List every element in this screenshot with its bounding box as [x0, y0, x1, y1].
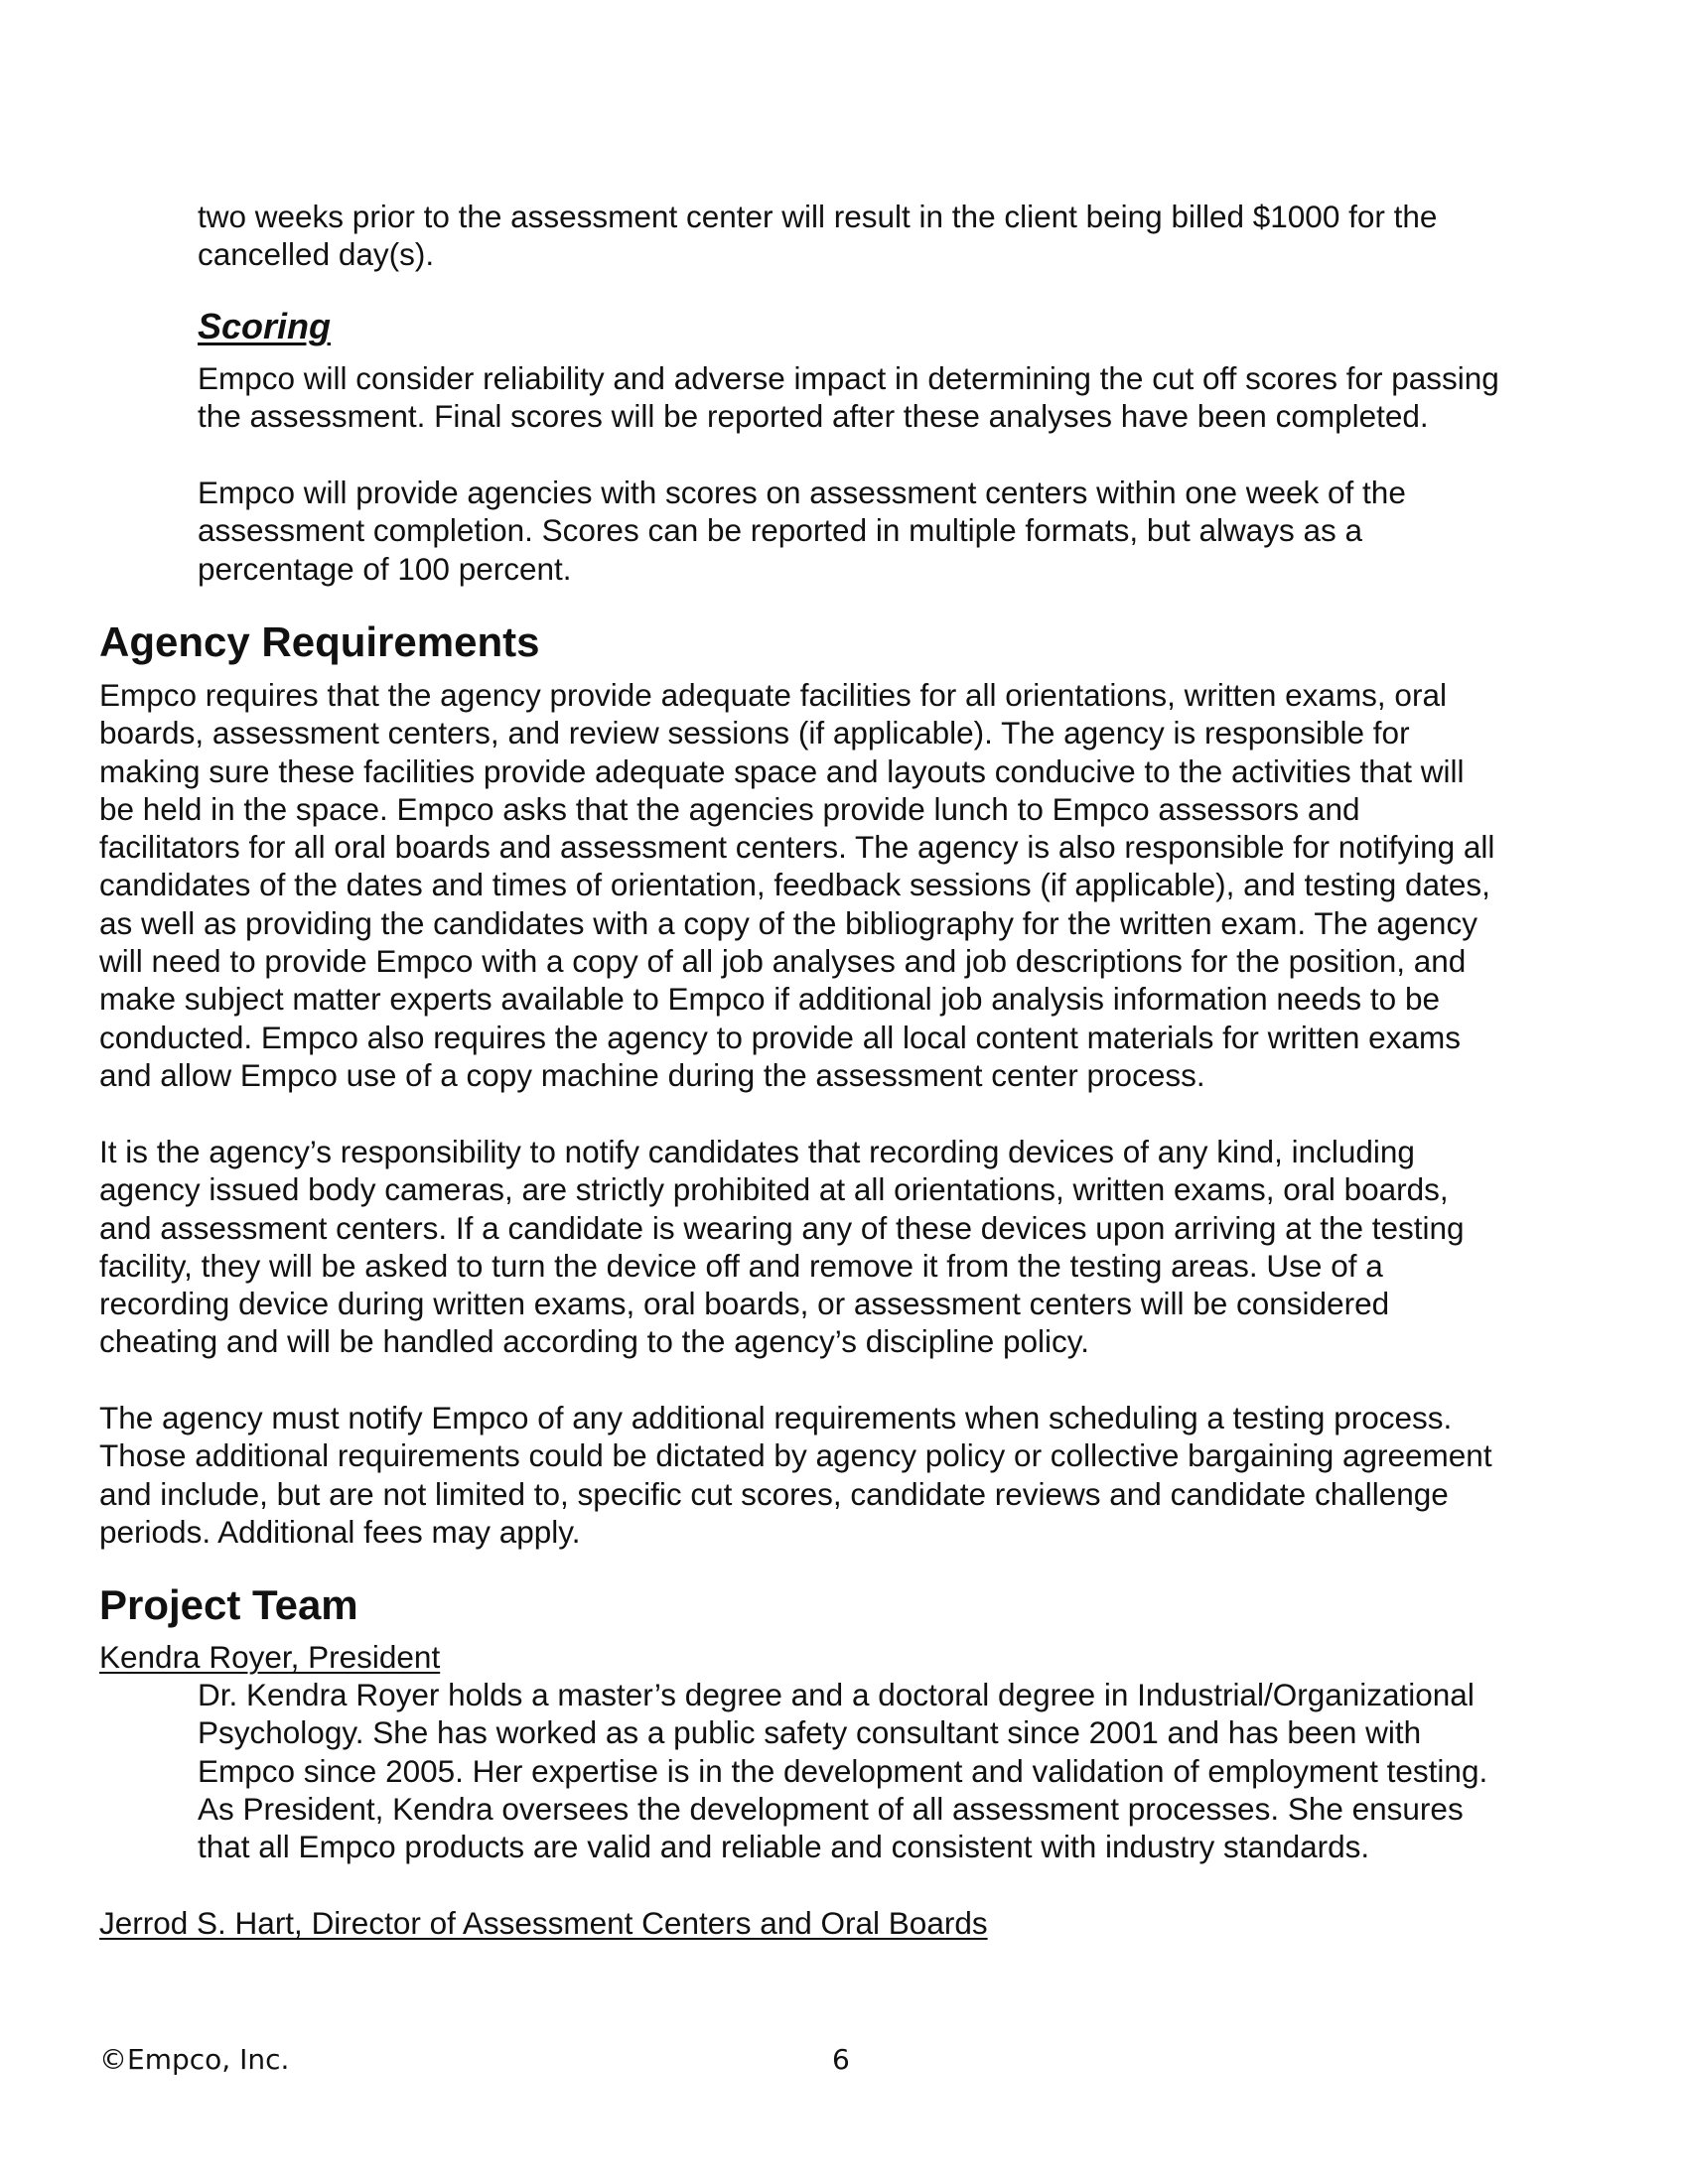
agency-requirements-paragraph-1	[99, 676, 1609, 1094]
text-line: Dr. Kendra Royer holds a master’s degree and a doctoral degree in Industrial/Organizational	[198, 1677, 1475, 1712]
text-line: and allow Empco use of a copy machine during the assessment center process.	[99, 1056, 1205, 1093]
text-line: As President, Kendra oversees the development of all assessment processes. She ensures	[198, 1790, 1464, 1827]
agency-requirements-heading: Agency Requirements	[99, 618, 540, 665]
text-line: that all Empco products are valid and reliable and consistent with industry standards.	[198, 1829, 1370, 1865]
text-line: the assessment. Final scores will be reported after these analyses have been completed.	[198, 398, 1429, 435]
text-line: making sure these facilities provide adequate space and layouts conducive to the activities that will	[99, 752, 1465, 789]
text-line: will need to provide Empco with a copy of all job analyses and job descriptions for the position, and	[99, 943, 1467, 980]
text-line: Empco since 2005. Her expertise is in the development and validation of employment testing.	[198, 1752, 1488, 1789]
text-line: The agency must notify Empco of any additional requirements when scheduling a testing process.	[99, 1400, 1453, 1435]
text-line: conducted. Empco also requires the agency to provide all local content materials for written exams	[99, 1019, 1461, 1055]
text-line: percentage of 100 percent.	[198, 550, 572, 587]
text-line: Empco requires that the agency provide adequate facilities for all orientations, written exams, oral	[99, 677, 1447, 713]
text-line: Empco will provide agencies with scores on assessment centers within one week of the	[198, 475, 1406, 510]
text-line: assessment completion. Scores can be reported in multiple formats, but always as a	[198, 512, 1363, 549]
scoring-heading: Scoring	[198, 306, 332, 346]
team-member-bio	[198, 1676, 1608, 1865]
footer-page-number: 6	[832, 2043, 850, 2076]
team-member-name: Kendra Royer, President	[99, 1639, 441, 1675]
text-line: periods. Additional fees may apply.	[99, 1513, 581, 1550]
text-line: facilitators for all oral boards and assessment centers. The agency is also responsible for notifying all	[99, 829, 1495, 866]
text-line: boards, assessment centers, and review sessions (if applicable). The agency is responsible for	[99, 715, 1410, 751]
scoring-paragraph-2	[198, 474, 1608, 588]
agency-requirements-paragraph-2	[99, 1133, 1609, 1361]
team-member-name: Jerrod S. Hart, Director of Assessment Centers and Oral Boards	[99, 1905, 988, 1941]
text-line: cancelled day(s).	[198, 236, 435, 273]
intro-paragraph	[198, 198, 1608, 274]
text-line: be held in the space. Empco asks that the agencies provide lunch to Empco assessors and	[99, 790, 1360, 827]
text-line: two weeks prior to the assessment center will result in the client being billed $1000 for the	[198, 199, 1438, 234]
text-line: Psychology. She has worked as a public safety consultant since 2001 and has been with	[198, 1714, 1422, 1751]
project-team-heading: Project Team	[99, 1581, 358, 1628]
text-line: It is the agency’s responsibility to notify candidates that recording devices of any kind, including	[99, 1134, 1415, 1169]
text-line: and assessment centers. If a candidate is wearing any of these devices upon arriving at the testing	[99, 1209, 1465, 1246]
scoring-paragraph-1	[198, 359, 1608, 436]
text-line: candidates of the dates and times of orientation, feedback sessions (if applicable), and testing dates,	[99, 867, 1490, 903]
text-line: make subject matter experts available to Empco if additional job analysis information needs to be	[99, 981, 1440, 1018]
text-line: cheating and will be handled according to the agency’s discipline policy.	[99, 1323, 1089, 1360]
text-line: recording device during written exams, oral boards, or assessment centers will be considered	[99, 1286, 1390, 1322]
text-line: as well as providing the candidates with a copy of the bibliography for the written exam. The agency	[99, 904, 1477, 941]
text-line: facility, they will be asked to turn the device off and remove it from the testing areas. Use of a	[99, 1247, 1383, 1284]
text-line: Those additional requirements could be dictated by agency policy or collective bargaining agreement	[99, 1437, 1492, 1474]
text-line: and include, but are not limited to, specific cut scores, candidate reviews and candidate challenge	[99, 1475, 1449, 1512]
footer-copyright: ©Empco, Inc.	[99, 2043, 290, 2076]
text-line: agency issued body cameras, are strictly prohibited at all orientations, written exams, oral boards,	[99, 1171, 1449, 1208]
text-line: Empco will consider reliability and adverse impact in determining the cut off scores for passing	[198, 360, 1499, 396]
agency-requirements-paragraph-3	[99, 1399, 1609, 1551]
